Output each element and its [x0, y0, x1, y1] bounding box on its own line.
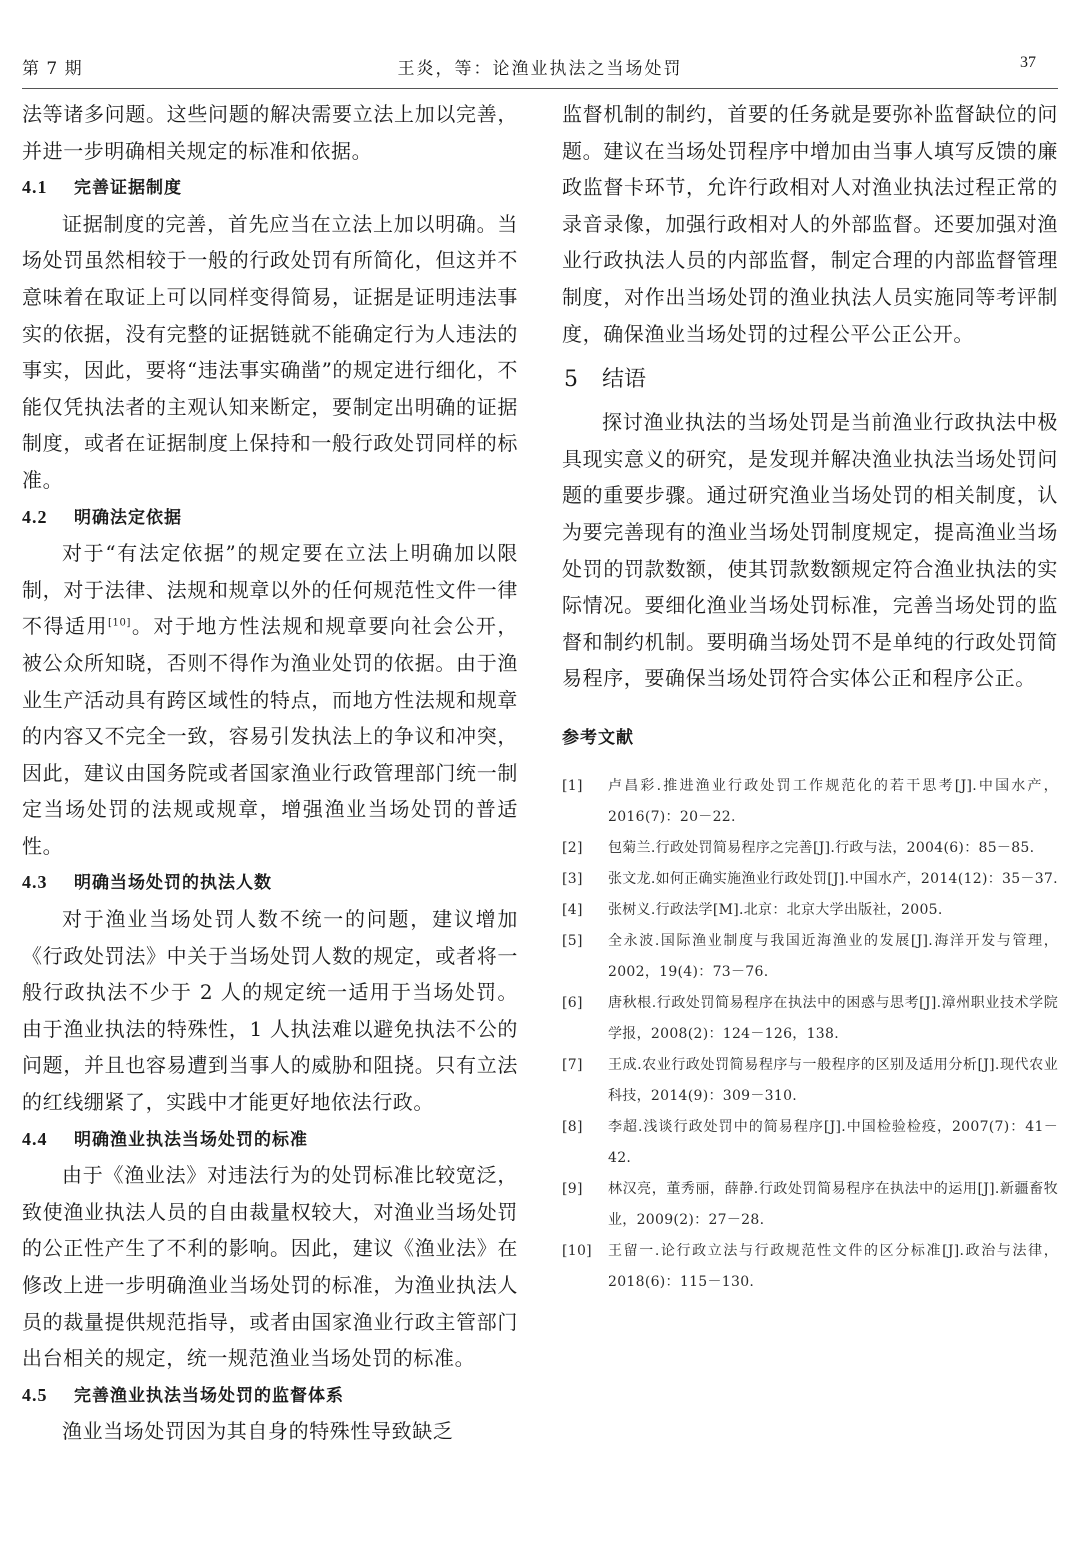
reference-item: [562, 833, 1058, 864]
section-body: 对于渔业当场处罚人数不统一的问题，建议增加《行政处罚法》中关于当场处罚人数的规定，或者将一般行政执法不少于 2 人的规定统一适用于当场处罚。由于渔业执法的特殊性，1 人执法难以避免执法不公的问题，并且也容易遭到当事人的威胁和阻挠。只有立法的红线绷紧了，实践中才能更好地依法行政。: [22, 907, 518, 1115]
reference-number: [10]: [562, 1242, 592, 1259]
section-number: 4.1: [22, 177, 48, 198]
reference-number: [9]: [562, 1180, 583, 1197]
section-title: 明确法定依据: [74, 507, 182, 528]
section-body: 渔业当场处罚因为其自身的特殊性导致缺乏: [62, 1419, 454, 1444]
page-number: 37: [1020, 54, 1036, 71]
reference-number: [5]: [562, 932, 583, 949]
reference-text: 张树义.行政法学[M].北京：北京大学出版社，2005.: [608, 901, 943, 918]
section-heading-4-5: [22, 1377, 518, 1414]
reference-number: [6]: [562, 994, 583, 1011]
header-rule: [22, 88, 1058, 89]
section-number: 5: [564, 367, 578, 393]
reference-number: [7]: [562, 1056, 583, 1073]
reference-text: 王成.农业行政处罚简易程序与一般程序的区别及适用分析[J].现代农业科技，2014(9)：309－310.: [608, 1056, 1058, 1104]
body-text: 。对于地方性法规和规章要向社会公开，被公众所知晓，否则不得作为渔业处罚的依据。由于渔业生产活动具有跨区域性的特点，而地方性法规和规章的内容又不完全一致，容易引发执法上的争议和冲突，因此，建议由国务院或者国家渔业行政管理部门统一制定当场处罚的法规或规章，增强渔业当场处罚的普适性。: [22, 614, 518, 858]
right-column: [562, 96, 1058, 1536]
issue-number: 第 7 期: [22, 59, 83, 79]
continued-paragraph: 监督机制的制约，首要的任务就是要弥补监督缺位的问题。建议在当场处罚程序中增加由当事人填写反馈的廉政监督卡环节，允许行政相对人对渔业执法过程正常的录音录像，加强行政相对人的外部监督。还要加强对渔业行政执法人员的内部监督，制定合理的内部监督管理制度，对作出当场处罚的渔业执法人员实施同等考评制度，确保渔业当场处罚的过程公平公正公开。: [562, 102, 1058, 346]
reference-text: 全永波.国际渔业制度与我国近海渔业的发展[J].海洋开发与管理，2002，19(4)：73－76.: [608, 932, 1058, 980]
section-number: 4.5: [22, 1384, 48, 1405]
section-heading-4-1: [22, 169, 518, 206]
section-heading-4-4: [22, 1121, 518, 1158]
references-list: [562, 771, 1058, 1298]
section-body: 由于《渔业法》对违法行为的处罚标准比较宽泛，致使渔业执法人员的自由裁量权较大，对渔业当场处罚的公正性产生了不利的影响。因此，建议《渔业法》在修改上进一步明确渔业当场处罚的标准，为渔业执法人员的裁量提供规范指导，或者由国家渔业行政主管部门出台相关的规定，统一规范渔业当场处罚的标准。: [22, 1163, 518, 1371]
reference-text: 王留一.论行政立法与行政规范性文件的区分标准[J].政治与法律，2018(6)：115－130.: [608, 1242, 1058, 1290]
conclusion-body: 探讨渔业执法的当场处罚是当前渔业行政执法中极具现实意义的研究，是发现并解决渔业执法当场处罚问题的重要步骤。通过研究渔业当场处罚的相关制度，认为要完善现有的渔业当场处罚制度规定，提高渔业当场处罚的罚款数额，使其罚款数额规定符合渔业执法的实际情况。要细化渔业当场处罚标准，完善当场处罚的监督和制约机制。要明确当场处罚不是单纯的行政处罚简易程序，要确保当场处罚符合实体公正和程序公正。: [562, 410, 1058, 691]
reference-number: [8]: [562, 1118, 583, 1135]
reference-number: [1]: [562, 777, 583, 794]
section-heading-4-3: [22, 864, 518, 901]
reference-item: [562, 1174, 1058, 1236]
references-heading: 参考文献: [562, 727, 634, 748]
reference-item: [562, 864, 1058, 895]
section-body: [22, 535, 518, 864]
section-number: 4.2: [22, 506, 48, 527]
reference-item: [562, 926, 1058, 988]
reference-item: [562, 988, 1058, 1050]
reference-item: [562, 1236, 1058, 1298]
section-title: 明确渔业执法当场处罚的标准: [74, 1129, 308, 1150]
section-title: 结语: [602, 367, 647, 393]
reference-text: 张文龙.如何正确实施渔业行政处罚[J].中国水产，2014(12)：35－37.: [608, 870, 1058, 887]
section-title: 完善证据制度: [74, 178, 182, 199]
reference-item: [562, 895, 1058, 926]
left-column: [22, 96, 518, 1536]
section-title: 明确当场处罚的执法人数: [74, 873, 272, 894]
reference-text: 李超.浅谈行政处罚中的简易程序[J].中国检验检疫，2007(7)：41－42.: [608, 1118, 1058, 1166]
reference-text: 唐秋根.行政处罚简易程序在执法中的困惑与思考[J].漳州职业技术学院学报，2008(2)：124－126，138.: [608, 994, 1058, 1042]
section-number: 4.4: [22, 1128, 48, 1149]
reference-item: [562, 1112, 1058, 1174]
reference-number: [4]: [562, 901, 583, 918]
citation-ref[interactable]: [10]: [108, 617, 131, 629]
section-title: 完善渔业执法当场处罚的监督体系: [74, 1385, 344, 1406]
reference-text: 卢昌彩.推进渔业行政处罚工作规范化的若干思考[J].中国水产，2016(7)：20－22.: [608, 777, 1058, 825]
section-body: 证据制度的完善，首先应当在立法上加以明确。当场处罚虽然相较于一般的行政处罚有所简化，但这并不意味着在取证上可以同样变得简易，证据是证明违法事实的依据，没有完整的证据链就不能确定行为人违法的事实，因此，要将“违法事实确凿”的规定进行细化，不能仅凭执法者的主观认知来断定，要制定出明确的证据制度，或者在证据制度上保持和一般行政处罚同样的标准。: [22, 211, 518, 492]
running-title: 王炎，等：论渔业执法之当场处罚: [397, 59, 683, 79]
section-heading-5: [562, 358, 1058, 402]
page-header: [22, 54, 1058, 84]
reference-text: 林汉亮，董秀丽，薛静.行政处罚简易程序在执法中的运用[J].新疆畜牧业，2009(2)：27－28.: [608, 1180, 1058, 1228]
reference-number: [3]: [562, 870, 583, 887]
reference-item: [562, 1050, 1058, 1112]
intro-paragraph: 法等诸多问题。这些问题的解决需要立法上加以完善，并进一步明确相关规定的标准和依据。: [22, 102, 518, 163]
body-text: 对于“有法定依据”的规定要在立法上明确加以限制，对于法律、法规和规章以外的任何规范性文件一律不得适用: [22, 541, 518, 639]
section-heading-4-2: [22, 499, 518, 536]
section-number: 4.3: [22, 872, 48, 893]
reference-item: [562, 771, 1058, 833]
reference-text: 包菊兰.行政处罚简易程序之完善[J].行政与法，2004(6)：85－85.: [608, 839, 1035, 856]
reference-number: [2]: [562, 839, 583, 856]
